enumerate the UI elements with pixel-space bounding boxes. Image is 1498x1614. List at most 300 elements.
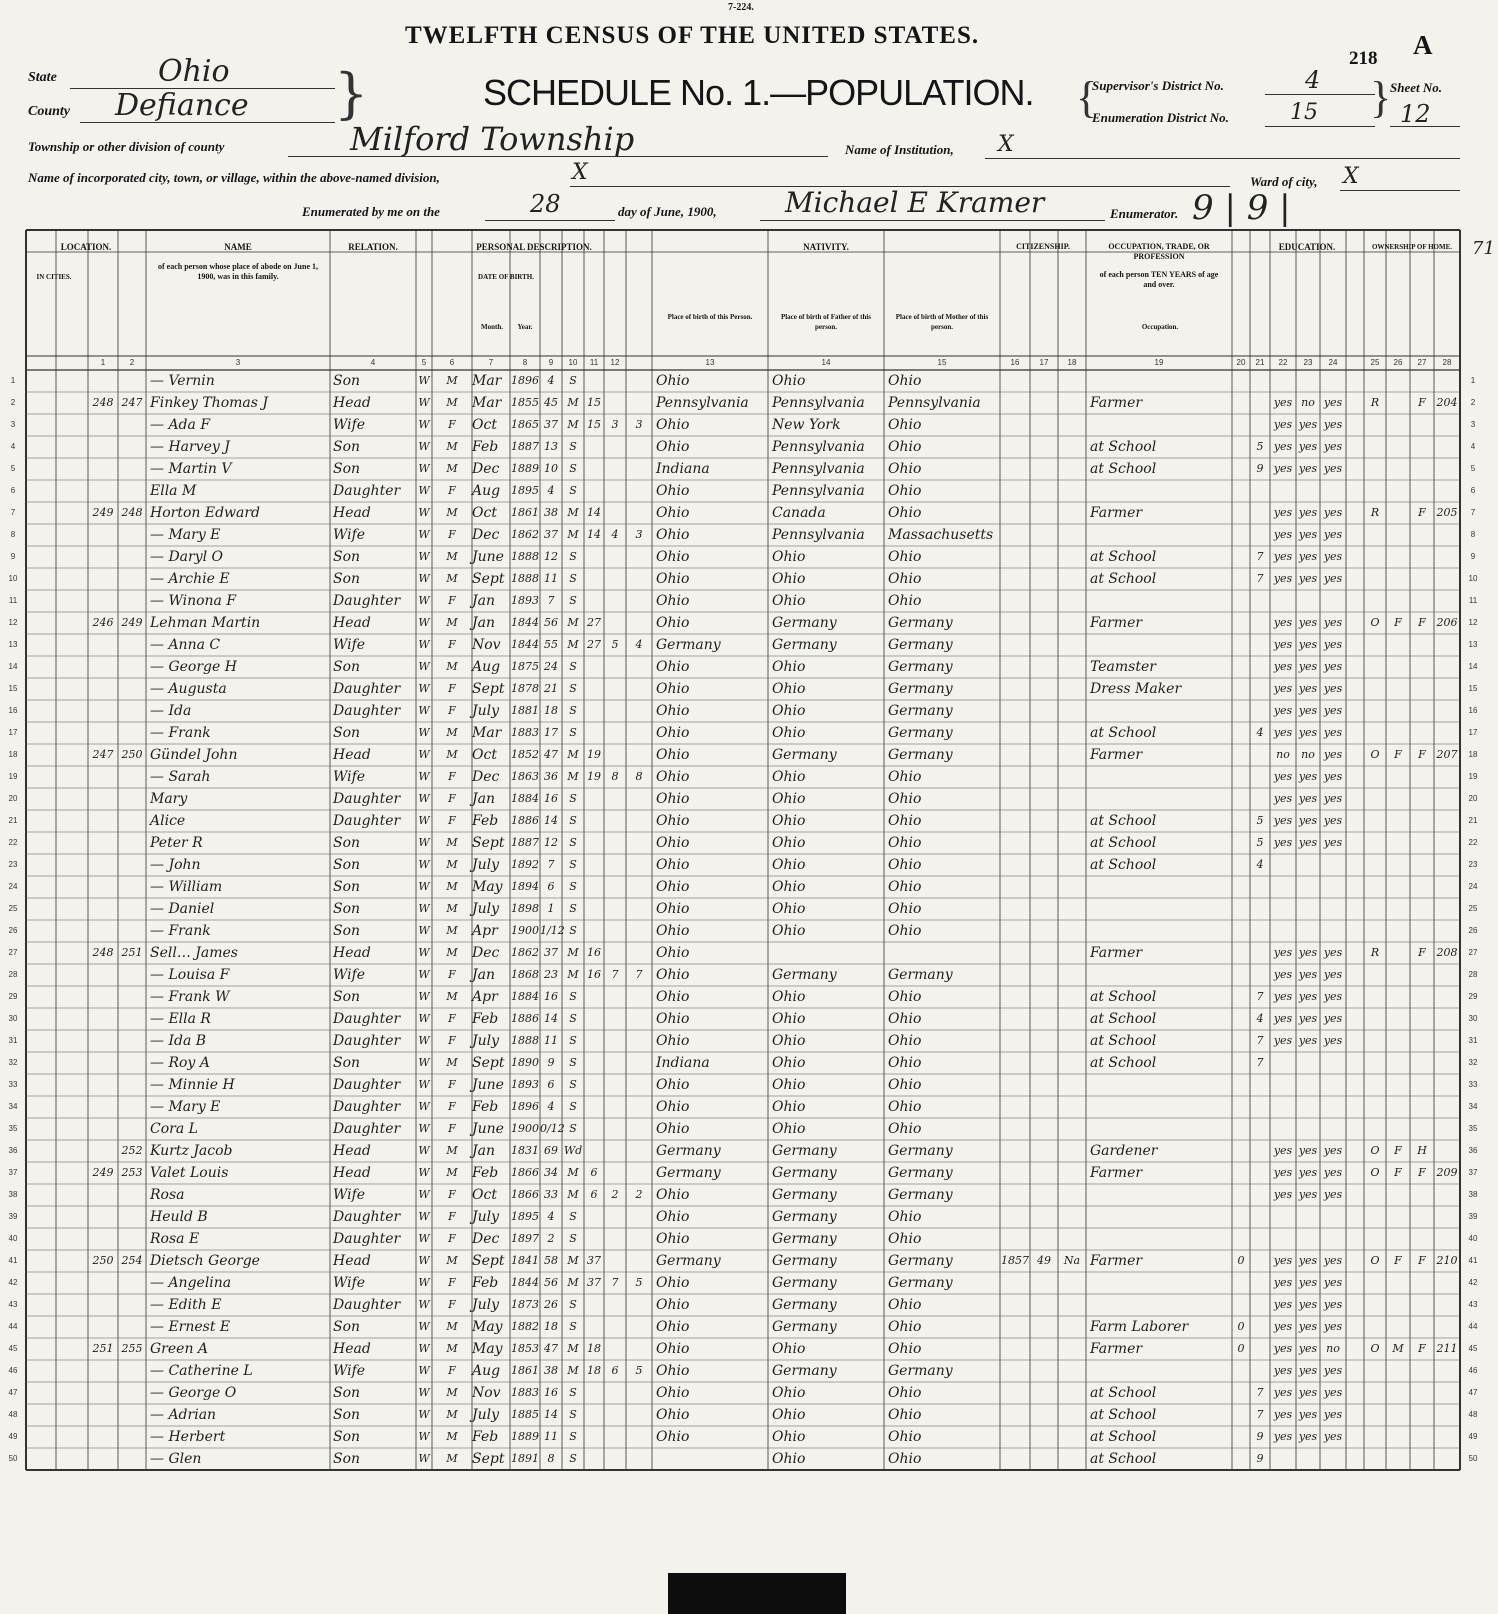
column-number: 23 <box>1303 358 1313 367</box>
cell-bp: Ohio <box>656 703 690 719</box>
cell-bp: Ohio <box>656 483 690 499</box>
cell-bm: Ohio <box>888 1429 922 1445</box>
cell-bm: Ohio <box>888 1033 922 1049</box>
row-number: 7 <box>10 508 16 517</box>
cell-name: — Ernest E <box>150 1319 231 1335</box>
cell-bf: Ohio <box>772 1451 806 1467</box>
cell-bf: New York <box>772 417 841 433</box>
cell-rd: yes <box>1273 1034 1293 1047</box>
cell-a: 7 <box>547 594 555 607</box>
cell-s: F <box>448 814 456 827</box>
cell-rd: yes <box>1273 1320 1293 1333</box>
row-number: 6 <box>1470 486 1476 495</box>
cell-m: Aug <box>472 659 501 675</box>
cell-en: yes <box>1323 726 1343 739</box>
cell-occ: at School <box>1090 1451 1157 1467</box>
cell-bf: Ohio <box>772 1099 806 1115</box>
cell-occ: at School <box>1090 1011 1157 1027</box>
column-number: 9 <box>548 358 554 367</box>
row-number: 2 <box>10 398 16 407</box>
row-number: 34 <box>1468 1102 1478 1111</box>
cell-bf: Ohio <box>772 1055 806 1071</box>
cell-s: M <box>446 616 458 629</box>
cell-rel: Head <box>333 945 371 961</box>
state-county-brace: } <box>334 62 369 125</box>
cell-o: R <box>1370 396 1380 409</box>
cell-en: yes <box>1323 1034 1343 1047</box>
cell-a: 10 <box>544 462 558 475</box>
cell-m: Sept <box>472 1451 505 1467</box>
cell-rd: yes <box>1273 726 1293 739</box>
cell-rd: yes <box>1273 1342 1293 1355</box>
cell-name: Green A <box>150 1341 209 1357</box>
cell-c: W <box>418 682 430 695</box>
institution-value: X <box>998 132 1014 157</box>
cell-s: F <box>448 770 456 783</box>
cell-s: F <box>448 528 456 541</box>
cell-s: F <box>448 968 456 981</box>
cell-rd: yes <box>1273 1386 1293 1399</box>
cell-m: Jan <box>472 791 495 807</box>
cell-occ: Farmer <box>1090 747 1143 763</box>
cell-lv: 4 <box>635 638 643 651</box>
cell-bf: Ohio <box>772 901 806 917</box>
cell-bf: Ohio <box>772 725 806 741</box>
row-number: 10 <box>1468 574 1478 583</box>
column-number: 21 <box>1255 358 1265 367</box>
cell-s: M <box>446 748 458 761</box>
row-number: 50 <box>1468 1454 1478 1463</box>
row-number: 15 <box>1468 684 1478 693</box>
cell-bm: Germany <box>888 967 953 983</box>
row-number: 9 <box>1470 552 1476 561</box>
cell-bf: Ohio <box>772 593 806 609</box>
cell-c: W <box>418 880 430 893</box>
cell-bp: Ohio <box>656 725 690 741</box>
cell-ms: S <box>569 1320 577 1333</box>
cell-s: M <box>446 462 458 475</box>
cell-c: W <box>418 1188 430 1201</box>
cell-fs: 207 <box>1436 748 1458 761</box>
cell-wr: yes <box>1298 418 1318 431</box>
cell-rd: yes <box>1273 1298 1293 1311</box>
cell-ms: M <box>567 1166 579 1179</box>
cell-rd: yes <box>1273 990 1293 1003</box>
cell-bm: Ohio <box>888 1451 922 1467</box>
cell-bp: Ohio <box>656 1385 690 1401</box>
cell-a: 16 <box>544 1386 558 1399</box>
cell-m: Mar <box>472 725 502 741</box>
cell-wr: yes <box>1298 1320 1318 1333</box>
sheet-value: 12 <box>1400 100 1431 128</box>
cell-bp: Indiana <box>656 461 710 477</box>
cell-y: 1844 <box>511 1276 539 1289</box>
cell-bm: Ohio <box>888 989 922 1005</box>
cell-en: yes <box>1323 1276 1343 1289</box>
cell-a: 4 <box>547 1100 555 1113</box>
cell-name: — Herbert <box>150 1429 226 1445</box>
cell-bp: Ohio <box>656 659 690 675</box>
cell-ms: M <box>567 396 579 409</box>
cell-s: M <box>446 1408 458 1421</box>
cell-wr: no <box>1301 396 1315 409</box>
cell-y: 1853 <box>511 1342 539 1355</box>
cell-d: 248 <box>92 946 114 959</box>
cell-rel: Daughter <box>333 791 401 807</box>
cell-name: — Ella R <box>150 1011 211 1027</box>
cell-yrs: 15 <box>587 418 601 431</box>
cell-h: F <box>1418 1342 1426 1355</box>
cell-name: — Augusta <box>150 681 227 697</box>
cell-ms: S <box>569 462 577 475</box>
cell-y: 1893 <box>511 594 539 607</box>
cell-h: F <box>1418 1254 1426 1267</box>
cell-o: O <box>1370 616 1380 629</box>
page-number: 218 <box>1349 48 1378 69</box>
cell-rel: Son <box>333 725 361 741</box>
cell-y: 1889 <box>511 462 539 475</box>
cell-sch: 7 <box>1256 572 1264 585</box>
cell-bp: Ohio <box>656 791 690 807</box>
cell-y: 1900 <box>511 924 539 937</box>
row-number: 35 <box>8 1124 18 1133</box>
cell-a: 2 <box>547 1232 555 1245</box>
cell-yrs: 18 <box>587 1342 601 1355</box>
cell-name: — Frank <box>150 923 211 939</box>
cell-a: 37 <box>544 418 558 431</box>
row-number: 31 <box>8 1036 18 1045</box>
cell-en: yes <box>1323 946 1343 959</box>
cell-m: Oct <box>472 1187 497 1203</box>
cell-a: 13 <box>544 440 558 453</box>
cell-m: Dec <box>472 527 500 543</box>
cell-rel: Wife <box>333 1363 366 1379</box>
cell-bp: Ohio <box>656 1319 690 1335</box>
cell-h: F <box>1418 748 1426 761</box>
cell-fs: 211 <box>1436 1342 1458 1355</box>
cell-a: 69 <box>544 1144 558 1157</box>
cell-ms: S <box>569 1100 577 1113</box>
cell-bf: Ohio <box>772 923 806 939</box>
cell-yrs: 6 <box>590 1166 598 1179</box>
cell-ms: M <box>567 418 579 431</box>
cell-wr: yes <box>1298 1254 1318 1267</box>
cell-m: Feb <box>472 439 499 455</box>
cell-mon: 0 <box>1237 1320 1245 1333</box>
cell-c: W <box>418 1342 430 1355</box>
cell-wr: yes <box>1298 660 1318 673</box>
cell-wr: yes <box>1298 1342 1318 1355</box>
row-number: 20 <box>1468 794 1478 803</box>
row-number: 17 <box>1468 728 1478 737</box>
cell-en: yes <box>1323 814 1343 827</box>
cell-bf: Ohio <box>772 681 806 697</box>
cell-name: Kurtz Jacob <box>150 1143 233 1159</box>
cell-bf: Germany <box>772 1319 837 1335</box>
cell-rd: yes <box>1273 418 1293 431</box>
cell-rel: Head <box>333 1253 371 1269</box>
cell-rd: yes <box>1273 1144 1293 1157</box>
cell-lv: 3 <box>635 528 643 541</box>
cell-bm: Ohio <box>888 549 922 565</box>
cell-mon: 0 <box>1237 1254 1245 1267</box>
column-number: 4 <box>370 358 376 367</box>
cell-en: yes <box>1323 968 1343 981</box>
cell-bp: Ohio <box>656 373 690 389</box>
cell-rel: Daughter <box>333 813 401 829</box>
header-name-sub: of each person whose place of abode on June 1, 1900, was in this family. <box>157 262 318 281</box>
cell-sch: 5 <box>1256 836 1264 849</box>
cell-ms: M <box>567 1276 579 1289</box>
cell-ms: S <box>569 1298 577 1311</box>
cell-y: 1861 <box>511 1364 539 1377</box>
cell-a: 17 <box>544 726 558 739</box>
cell-c: W <box>418 1166 430 1179</box>
cell-m: Jan <box>472 615 495 631</box>
cell-rel: Head <box>333 1165 371 1181</box>
row-number: 13 <box>1468 640 1478 649</box>
cell-occ: Farmer <box>1090 1341 1143 1357</box>
cell-yrs: 27 <box>587 616 601 629</box>
cell-bf: Pennsylvania <box>772 461 865 477</box>
cell-y: 1896 <box>511 1100 539 1113</box>
cell-occ: at School <box>1090 725 1157 741</box>
column-number: 14 <box>821 358 831 367</box>
cell-name: Cora L <box>150 1121 198 1137</box>
cell-m: Feb <box>472 1099 499 1115</box>
cell-ch: 5 <box>611 638 619 651</box>
cell-a: 37 <box>544 528 558 541</box>
cell-bf: Germany <box>772 1143 837 1159</box>
cell-bm: Ohio <box>888 1297 922 1313</box>
district-brace-right: } <box>1370 73 1392 122</box>
cell-s: F <box>448 792 456 805</box>
cell-c: W <box>418 902 430 915</box>
cell-bm: Ohio <box>888 791 922 807</box>
cell-y: 1855 <box>511 396 539 409</box>
cell-lv: 8 <box>635 770 643 783</box>
cell-rd: yes <box>1273 440 1293 453</box>
cell-name: — William <box>150 879 223 895</box>
header-education: EDUCATION. <box>1278 242 1336 252</box>
cell-bp: Germany <box>656 1253 721 1269</box>
cell-bm: Germany <box>888 615 953 631</box>
cell-en: yes <box>1323 1430 1343 1443</box>
cell-c: W <box>418 440 430 453</box>
cell-rel: Wife <box>333 769 366 785</box>
cell-wr: yes <box>1298 726 1318 739</box>
cell-yus: 49 <box>1037 1254 1051 1267</box>
cell-bm: Ohio <box>888 373 922 389</box>
cell-name: Valet Louis <box>150 1165 229 1181</box>
cell-wr: yes <box>1298 836 1318 849</box>
cell-name: Alice <box>150 813 186 829</box>
cell-bp: Germany <box>656 1143 721 1159</box>
cell-occ: Farmer <box>1090 1165 1143 1181</box>
column-number: 1 <box>100 358 106 367</box>
cell-s: M <box>446 396 458 409</box>
cell-name: Mary <box>150 791 188 807</box>
cell-s: F <box>448 1122 456 1135</box>
cell-bp: Ohio <box>656 593 690 609</box>
cell-y: 1878 <box>511 682 539 695</box>
cell-rd: yes <box>1273 396 1293 409</box>
cell-bm: Germany <box>888 1165 953 1181</box>
cell-rel: Daughter <box>333 1231 401 1247</box>
cell-a: 4 <box>547 374 555 387</box>
page-letter: A <box>1413 30 1433 60</box>
cell-m: Feb <box>472 1275 499 1291</box>
cell-m: Oct <box>472 505 497 521</box>
enumeration-value: 15 <box>1290 100 1318 125</box>
cell-bp: Ohio <box>656 615 690 631</box>
cell-wr: yes <box>1298 990 1318 1003</box>
cell-wr: yes <box>1298 528 1318 541</box>
cell-occ: at School <box>1090 571 1157 587</box>
cell-sch: 7 <box>1256 1034 1264 1047</box>
cell-d: 249 <box>92 1166 114 1179</box>
cell-y: 1888 <box>511 1034 539 1047</box>
cell-ms: M <box>567 506 579 519</box>
cell-s: M <box>446 1144 458 1157</box>
cell-ms: Wd <box>563 1144 583 1157</box>
cell-m: May <box>472 1319 503 1335</box>
cell-h: F <box>1418 1166 1426 1179</box>
cell-name: Horton Edward <box>150 505 261 521</box>
row-number: 32 <box>1468 1058 1478 1067</box>
cell-bm: Ohio <box>888 1055 922 1071</box>
cell-ch: 7 <box>611 968 619 981</box>
cell-m: Dec <box>472 1231 500 1247</box>
cell-h: F <box>1418 946 1426 959</box>
row-number: 4 <box>10 442 16 451</box>
cell-a: 16 <box>544 792 558 805</box>
row-number: 41 <box>8 1256 18 1265</box>
cell-c: W <box>418 1012 430 1025</box>
cell-m: Jan <box>472 1143 495 1159</box>
row-number: 22 <box>1468 838 1478 847</box>
cell-c: W <box>418 1056 430 1069</box>
cell-wr: yes <box>1298 616 1318 629</box>
cell-bm: Ohio <box>888 571 922 587</box>
cell-bm: Ohio <box>888 1099 922 1115</box>
census-title: TWELFTH CENSUS OF THE UNITED STATES. <box>405 22 980 49</box>
cell-rd: yes <box>1273 1276 1293 1289</box>
cell-y: 1884 <box>511 990 539 1003</box>
cell-occ: at School <box>1090 1385 1157 1401</box>
cell-en: yes <box>1323 528 1343 541</box>
cell-m: Feb <box>472 1165 499 1181</box>
cell-d: 247 <box>92 748 114 761</box>
cell-ms: S <box>569 990 577 1003</box>
cell-wr: yes <box>1298 1386 1318 1399</box>
cell-wr: yes <box>1298 968 1318 981</box>
cell-bm: Germany <box>888 747 953 763</box>
cell-rel: Son <box>333 901 361 917</box>
cell-c: W <box>418 814 430 827</box>
cell-name: Sell… James <box>150 945 238 961</box>
cell-ms: M <box>567 770 579 783</box>
cell-y: 1892 <box>511 858 539 871</box>
cell-a: 36 <box>544 770 558 783</box>
cell-bp: Germany <box>656 1165 721 1181</box>
cell-sch: 7 <box>1256 990 1264 1003</box>
cell-rel: Son <box>333 879 361 895</box>
cell-d: 248 <box>92 396 114 409</box>
cell-ms: S <box>569 1386 577 1399</box>
cell-sch: 7 <box>1256 1056 1264 1069</box>
cell-sch: 9 <box>1256 1430 1264 1443</box>
cell-yrs: 37 <box>587 1276 601 1289</box>
cell-yrs: 14 <box>587 528 601 541</box>
cell-y: 1881 <box>511 704 539 717</box>
cell-wr: yes <box>1298 770 1318 783</box>
cell-bf: Ohio <box>772 791 806 807</box>
city-label: Name of incorporated city, town, or village, within the above-named division, <box>28 170 440 185</box>
cell-m: Nov <box>472 1385 501 1401</box>
cell-y: 1884 <box>511 792 539 805</box>
cell-rel: Son <box>333 571 361 587</box>
cell-bm: Ohio <box>888 1011 922 1027</box>
cell-bf: Germany <box>772 615 837 631</box>
row-number: 36 <box>8 1146 18 1155</box>
cell-bp: Ohio <box>656 1363 690 1379</box>
cell-ms: S <box>569 1452 577 1465</box>
cell-rd: yes <box>1273 814 1293 827</box>
cell-a: 56 <box>544 616 558 629</box>
cell-rel: Wife <box>333 967 366 983</box>
cell-ms: M <box>567 946 579 959</box>
cell-s: F <box>448 1034 456 1047</box>
cell-bf: Germany <box>772 1187 837 1203</box>
cell-wr: yes <box>1298 1166 1318 1179</box>
row-number: 25 <box>1468 904 1478 913</box>
cell-m: Dec <box>472 769 500 785</box>
cell-m: Sept <box>472 571 505 587</box>
cell-bm: Ohio <box>888 593 922 609</box>
row-number: 12 <box>1468 618 1478 627</box>
row-number: 33 <box>8 1080 18 1089</box>
cell-name: — George O <box>150 1385 237 1401</box>
day-of-label: day of June, 1900, <box>618 204 717 219</box>
cell-ms: S <box>569 858 577 871</box>
enumerated-label: Enumerated by me on the <box>302 204 440 219</box>
row-number: 11 <box>1468 596 1478 605</box>
cell-rel: Head <box>333 1341 371 1357</box>
row-number: 37 <box>1468 1168 1478 1177</box>
cell-occ: at School <box>1090 1407 1157 1423</box>
cell-en: yes <box>1323 682 1343 695</box>
row-number: 40 <box>8 1234 18 1243</box>
cell-ch: 8 <box>611 770 619 783</box>
cell-bp: Ohio <box>656 1209 690 1225</box>
cell-m: Dec <box>472 945 500 961</box>
cell-s: M <box>446 1254 458 1267</box>
cell-name: — Edith E <box>150 1297 222 1313</box>
cell-c: W <box>418 660 430 673</box>
row-number: 40 <box>1468 1234 1478 1243</box>
row-number: 39 <box>8 1212 18 1221</box>
cell-m: Sept <box>472 1055 505 1071</box>
cell-rd: yes <box>1273 506 1293 519</box>
cell-s: F <box>448 1078 456 1091</box>
cell-d: 246 <box>92 616 114 629</box>
cell-occ: Farmer <box>1090 505 1143 521</box>
cell-en: yes <box>1323 1298 1343 1311</box>
cell-m: June <box>472 549 504 565</box>
cell-wr: yes <box>1298 550 1318 563</box>
cell-bf: Germany <box>772 637 837 653</box>
